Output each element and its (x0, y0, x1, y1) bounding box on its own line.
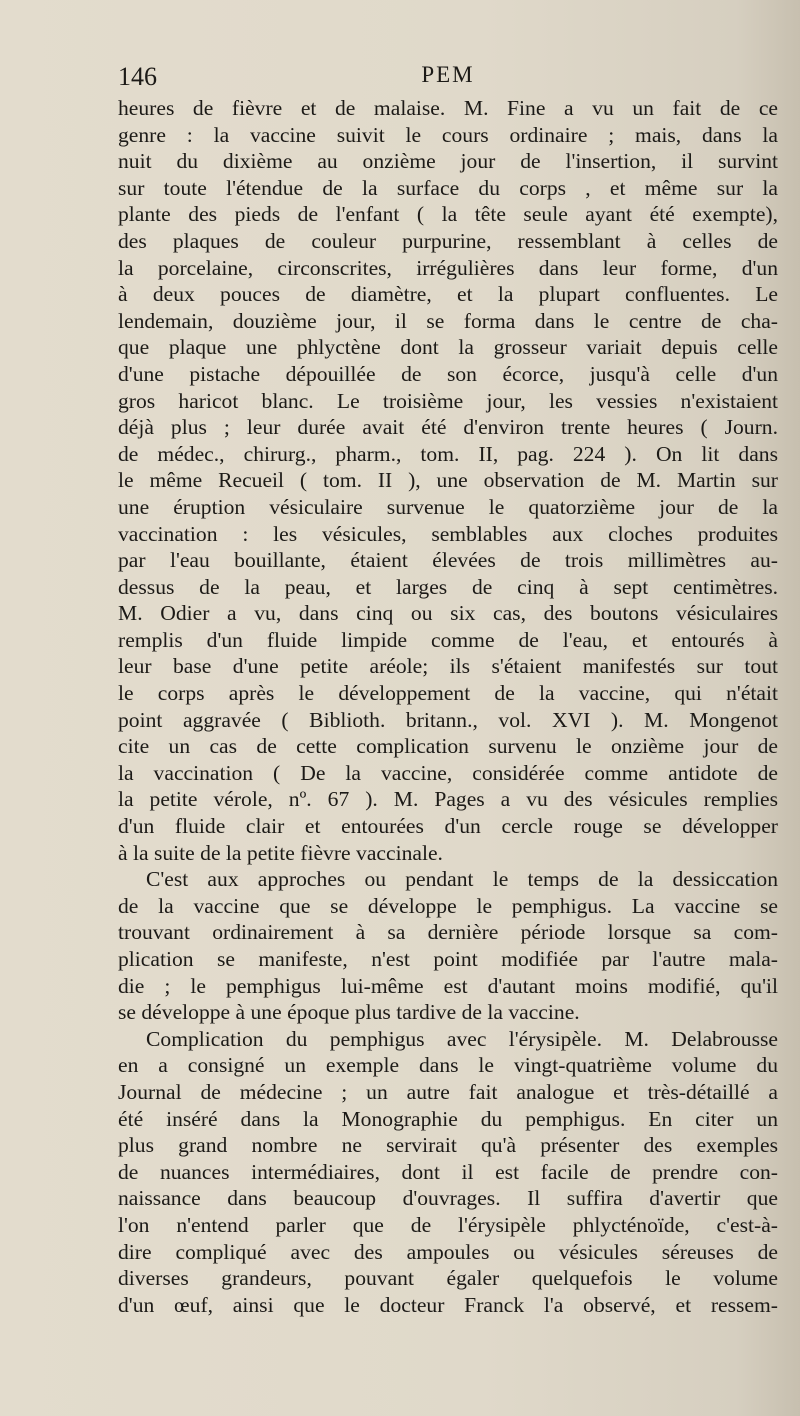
text-line: nuit du dixième au onzième jour de l'insertion, il survint (118, 149, 778, 174)
text-line: une éruption vésiculaire survenue le quatorzième jour de la (118, 494, 778, 519)
text-line: plus grand nombre ne servirait qu'à présenter des exemples (118, 1133, 778, 1158)
text-line: plication se manifeste, n'est point modifiée par l'autre mala- (118, 947, 778, 971)
text-line: en a consigné un exemple dans le vingt-quatrième volume du (118, 1053, 778, 1078)
text-line: que plaque une phlyctène dont la grosseur variait depuis celle (118, 335, 778, 360)
text-line: heures de fièvre et de malaise. M. Fine a vu un fait de ce (118, 96, 778, 120)
text-line: de nuances intermédiaires, dont il est facile de prendre con- (118, 1159, 778, 1184)
text-line: C'est aux approches ou pendant le temps de la dessiccation (146, 867, 778, 892)
text-line: la porcelaine, circonscrites, irrégulières dans leur forme, d'un (118, 255, 778, 280)
text-line: diverses grandeurs, pouvant égaler quelquefois le volume (118, 1266, 778, 1291)
text-line: le corps après le développement de la vaccine, qui n'était (118, 681, 778, 706)
text-line: le même Recueil ( tom. II ), une observation de M. Martin sur (118, 468, 778, 493)
text-line: genre : la vaccine suivit le cours ordinaire ; mais, dans la (118, 122, 778, 147)
text-line: naissance dans beaucoup d'ouvrages. Il suffira d'avertir que (118, 1186, 778, 1211)
text-line: trouvant ordinairement à sa dernière période lorsque sa com- (118, 920, 778, 945)
text-line: M. Odier a vu, dans cinq ou six cas, des boutons vésiculaires (118, 601, 778, 626)
text-line: vaccination : les vésicules, semblables aux cloches produites (118, 521, 778, 546)
running-title: PEM (421, 62, 475, 87)
text-line: d'un fluide clair et entourées d'un cercle rouge se développer (118, 814, 778, 839)
text-line: la petite vérole, nº. 67 ). M. Pages a vu des vésicules remplies (118, 787, 778, 812)
text-line: d'une pistache dépouillée de son écorce, jusqu'à celle d'un (118, 361, 778, 386)
body-text (118, 95, 778, 1318)
text-line: déjà plus ; leur durée avait été d'environ trente heures ( Journ. (118, 415, 778, 440)
text-line: se développe à une époque plus tardive de la vaccine. (118, 1000, 580, 1025)
text-line: point aggravée ( Biblioth. britann., vol. XVI ). M. Mongenot (118, 707, 778, 732)
text-line: Journal de médecine ; un autre fait analogue et très-détaillé a (118, 1079, 778, 1104)
text-line: plante des pieds de l'enfant ( la tête seule ayant été exempte), (118, 202, 778, 227)
text-line: de médec., chirurg., pharm., tom. II, pag. 224 ). On lit dans (118, 441, 778, 466)
text-line: dire compliqué avec des ampoules ou vésicules séreuses de (118, 1239, 778, 1264)
text-line: la vaccination ( De la vaccine, considérée comme antidote de (118, 760, 778, 785)
text-line: Complication du pemphigus avec l'érysipèle. M. Delabrousse (146, 1026, 778, 1051)
text-line: dessus de la peau, et larges de cinq à sept centimètres. (118, 574, 778, 599)
text-line: l'on n'entend parler que de l'érysipèle phlycténoïde, c'est-à- (118, 1212, 778, 1237)
text-line: à deux pouces de diamètre, et la plupart confluentes. Le (118, 282, 778, 307)
text-line: sur toute l'étendue de la surface du corps , et même sur la (118, 175, 778, 200)
text-line: leur base d'une petite aréole; ils s'étaient manifestés sur tout (118, 654, 778, 679)
text-line: remplis d'un fluide limpide comme de l'eau, et entourés à (118, 627, 778, 652)
text-line: gros haricot blanc. Le troisième jour, les vessies n'existaient (118, 388, 778, 413)
text-line: de la vaccine que se développe le pemphigus. La vaccine se (118, 893, 778, 918)
page-header (118, 62, 778, 94)
text-line: die ; le pemphigus lui-même est d'autant moins modifié, qu'il (118, 973, 778, 998)
text-line: des plaques de couleur purpurine, ressemblant à celles de (118, 228, 778, 253)
text-line: cite un cas de cette complication survenu le onzième jour de (118, 734, 778, 759)
text-line: lendemain, douzième jour, il se forma dans le centre de cha- (118, 308, 778, 333)
text-line: été inséré dans la Monographie du pemphigus. En citer un (118, 1106, 778, 1131)
text-line: par l'eau bouillante, étaient élevées de trois millimètres au- (118, 548, 778, 573)
page-number: 146 (118, 62, 157, 91)
text-line: d'un œuf, ainsi que le docteur Franck l'a observé, et ressem- (118, 1292, 778, 1317)
text-line: à la suite de la petite fièvre vaccinale. (118, 840, 443, 865)
